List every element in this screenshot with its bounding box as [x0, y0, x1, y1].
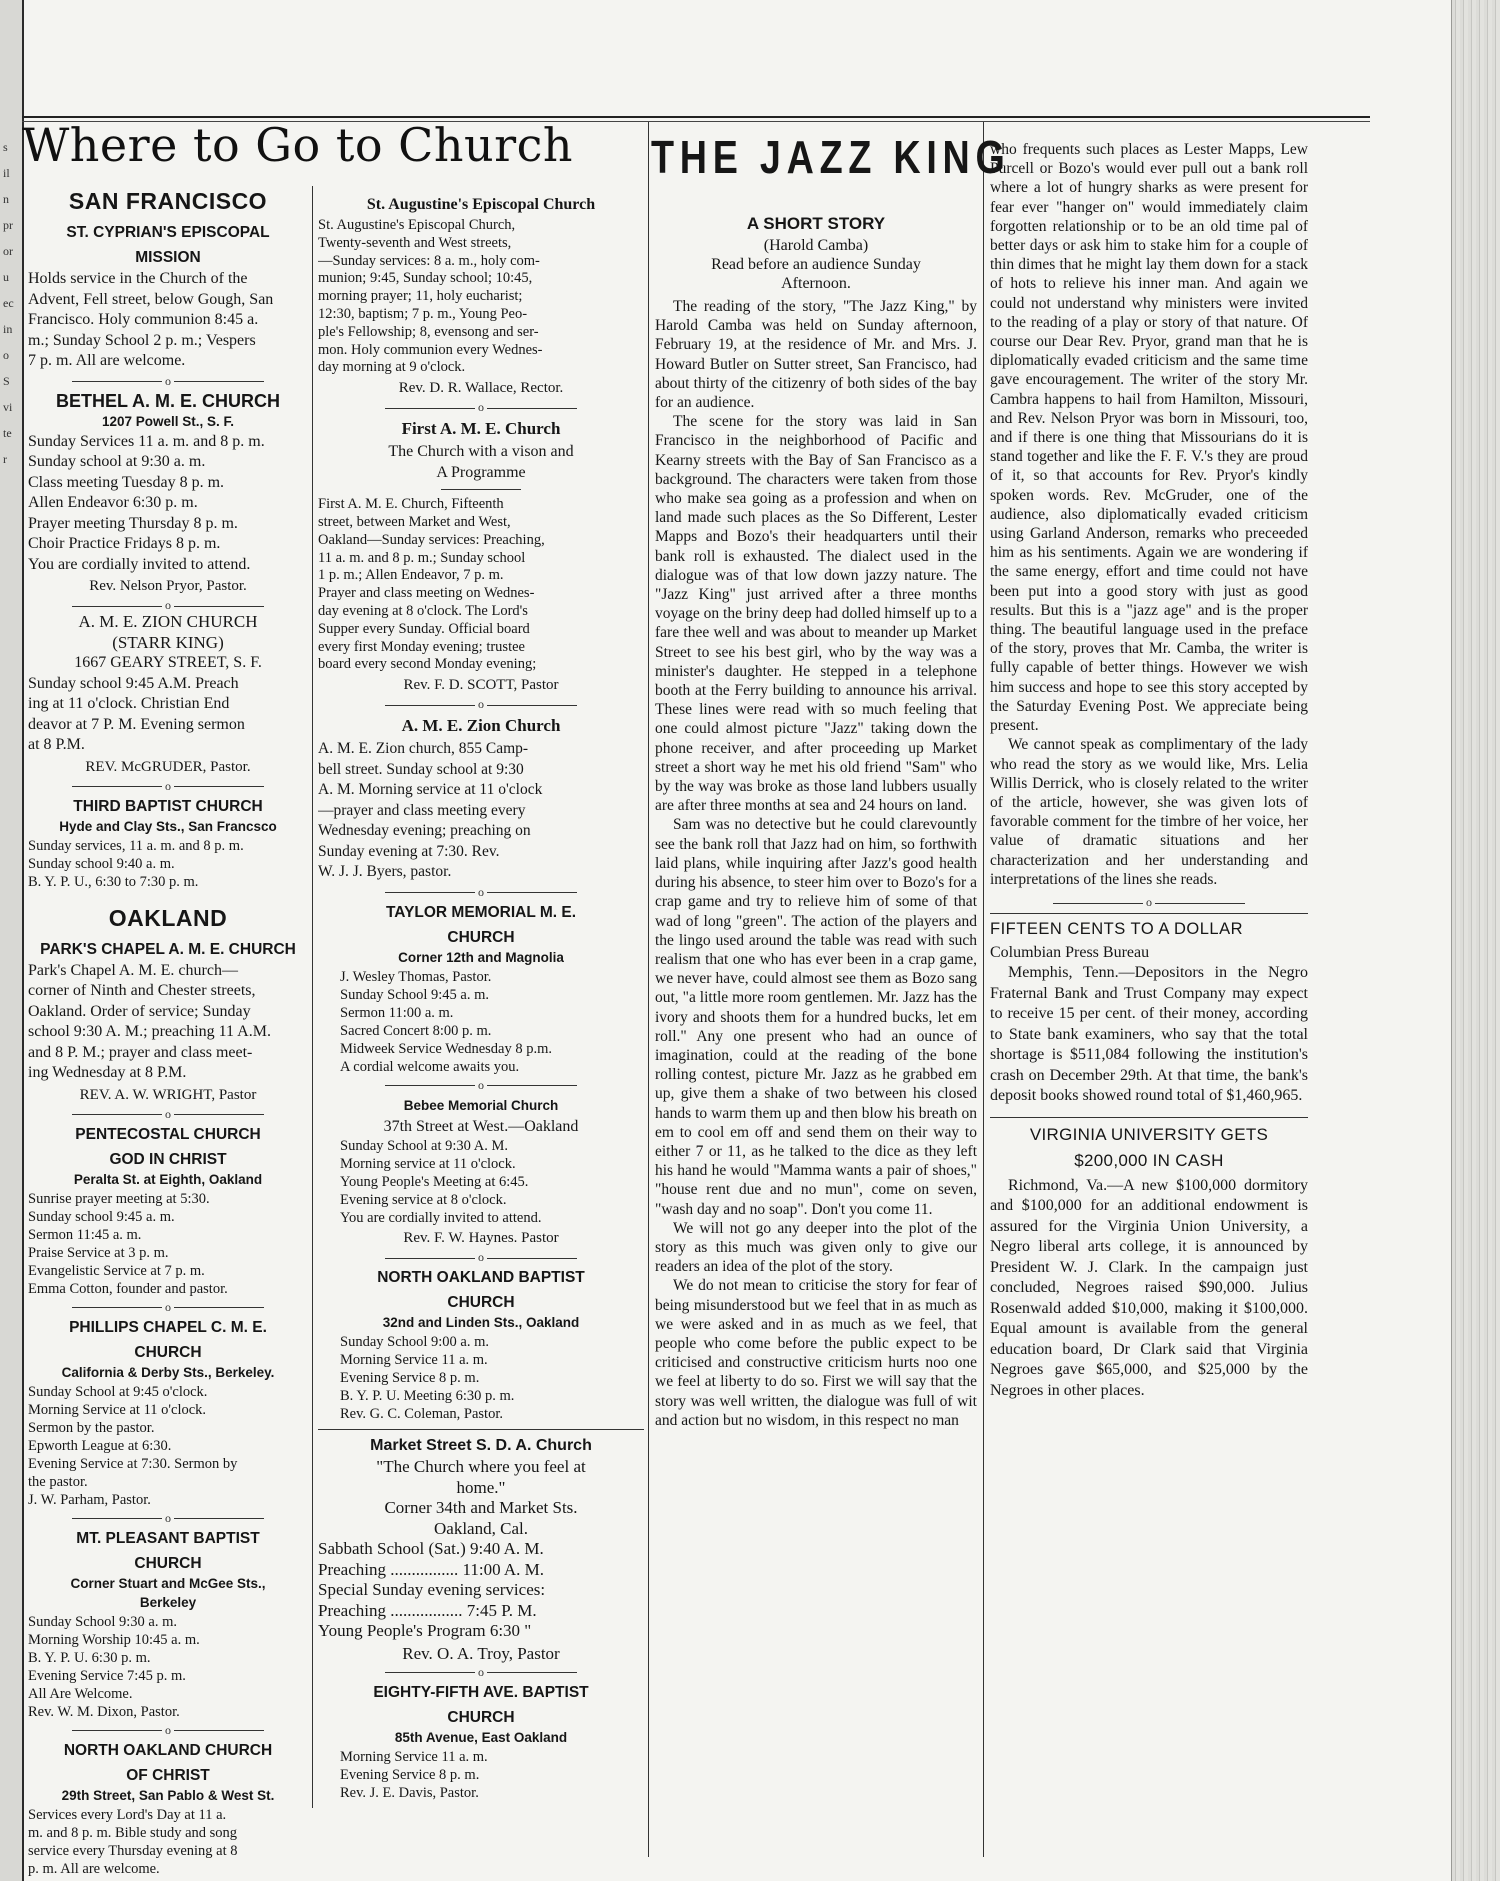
- church-name: PHILLIPS CHAPEL C. M. E.: [69, 1318, 267, 1336]
- listing-line: Morning service at 11 o'clock.: [340, 1156, 516, 1173]
- listing-line: the pastor.: [28, 1473, 88, 1490]
- listing-line: Choir Practice Fridays 8 p. m.: [28, 535, 221, 552]
- news-body: Richmond, Va.—A new $100,000 dormitory and $100,000 for an additional endowment is assured for the Virginia Union University, a Negro liberal arts college, it is announced by President W. J. Clark. In the campaign just concluded, Negroes raised $90,000. Julius Rosenwald added $10,000, making it $100,000. Equal amount is available from the general education board, Dr Clark said that Virginia Negroes gave $65,000, and $25,000 by the Negroes in other places.: [990, 1176, 1308, 1399]
- listing-line: Morning Service 11 a. m.: [340, 1352, 488, 1369]
- news-body: Memphis, Tenn.—Depositors in the Negro Fraternal Bank and Trust Company may expect to receive 15 per cent. of their money, according to State bank examiners, who say that the total shortage is $511,084 following the institution's crash on December 29th. At that time, the bank's deposit books showed round total of $1,460,965.: [990, 964, 1308, 1105]
- church-name: CHURCH: [134, 1343, 202, 1361]
- church-name: Bebee Memorial Church: [403, 1097, 559, 1113]
- column-rule-3: [983, 122, 984, 1857]
- church-name: THIRD BAPTIST CHURCH: [73, 797, 263, 815]
- listing-line: W. J. J. Byers, pastor.: [318, 863, 452, 881]
- listing-line: Services every Lord's Day at 11 a.: [28, 1806, 227, 1823]
- church-name: MISSION: [135, 249, 201, 266]
- listing-line: day evening at 8 o'clock. The Lord's: [318, 602, 528, 619]
- pastor-line: Rev. O. A. Troy, Pastor: [402, 1643, 560, 1663]
- story-paragraph: We will not go any deeper into the plot of the story as this much was given only to give our readers an idea of the plot of the story.: [655, 1219, 977, 1276]
- news-item-virginia: [990, 1124, 1308, 1402]
- listing-line: Sunrise prayer meeting at 5:30.: [28, 1190, 210, 1207]
- listing-line: Evangelistic Service at 7 p. m.: [28, 1262, 205, 1279]
- listing-line: m.; Sunday School 2 p. m.; Vespers: [28, 331, 256, 349]
- listing-line: board every second Monday evening;: [318, 656, 537, 673]
- section-rule: [990, 913, 1308, 914]
- column-rule-1: [312, 186, 313, 1808]
- margin-fragment: in: [3, 322, 13, 336]
- church-name: MT. PLEASANT BAPTIST: [76, 1529, 260, 1547]
- story-byline: (Harold Camba): [763, 237, 869, 254]
- listing-line: Midweek Service Wednesday 8 p.m.: [340, 1040, 552, 1057]
- listing-line: —Sunday services: 8 a. m., holy com-: [318, 252, 540, 269]
- listing-line: Young People's Program 6:30 ": [318, 1621, 532, 1641]
- column-rule-2: [648, 122, 649, 1857]
- church-third-baptist: [28, 797, 308, 891]
- listing-line: ing at 11 o'clock. Christian End: [28, 695, 230, 712]
- listing-line: Park's Chapel A. M. E. church—: [28, 961, 238, 979]
- church-st-augustine: [318, 196, 644, 398]
- short-rule: [441, 489, 521, 490]
- church-address: Berkeley: [139, 1594, 197, 1610]
- separator: o: [28, 1513, 308, 1523]
- church-address: 85th Avenue, East Oakland: [394, 1729, 568, 1745]
- story-paragraph: We cannot speak as complimentary of the lady who read the story as we would like, Mrs. Lelia Willis Derrick, who is closely related to the writer of the article, however, she was given lots of favorable comment for the timbre of her voice, her value of dramatic situations and her characterization and her understanding and interpretations of the lines she reads.: [990, 736, 1308, 888]
- separator: o: [318, 1252, 644, 1262]
- story-paragraph: who frequents such places as Lester Mapps, Lew Purcell or Bozo's would ever pull out a bank roll where a lot of hungry sharks as were present for fear ever "hanger on" would immediately claim forgotten relationship or to be an old time pal of better days or ask him to stake him for a couple of thin dimes that he might lay them down for a stack of hots to relieve his inner man. And again we could not understand why ministers were invited to the reading of a play or story of that nature. Of course our Dear Rev. Pryor, grand man that he is diplomatically evaded criticism and the same time gave encouragement. The writer of the story Mr. Cambra happens to hail from Hamilton, Missouri, and Rev. Nelson Pryor was born in Missouri, too, and if there is one thing that Missourians do it is stand together and like the F. F. V.'s they are proud of it, so that accounts for Rev. Pryor's kindly spoken words. Rev. McGruder, one of the audience, also diplomatically evaded criticism using Garland Anderson, remarks who preceeded him as his sentiments. Again we are wondering if the same energy, effort and time could not have been put into a good story with just as good results. But this is a "jazz age" and is the proper thing. The beautiful language used in the preface of the story, proves that Mr. Camba, the writer is fully capable of better things. However we wish him success and hope to see this story accepted by the Saturday Evening Post. We appreciate being present.: [990, 141, 1308, 735]
- separator: o: [318, 1667, 644, 1677]
- church-north-oakland-baptist: [318, 1268, 644, 1423]
- listing-line: B. Y. P. U. 6:30 p. m.: [28, 1649, 151, 1666]
- listing-line: Rev. G. C. Coleman, Pastor.: [340, 1406, 503, 1423]
- listing-line: Allen Endeavor 6:30 p. m.: [28, 494, 198, 511]
- church-name: ST. CYPRIAN'S EPISCOPAL: [66, 224, 270, 241]
- church-name: A. M. E. Zion Church: [401, 716, 561, 736]
- separator: o: [28, 1109, 308, 1119]
- listing-line: Sunday Services 11 a. m. and 8 p. m.: [28, 432, 265, 450]
- separator: o: [28, 1302, 308, 1312]
- listing-line: Wednesday evening; preaching on: [318, 822, 531, 840]
- church-name: TAYLOR MEMORIAL M. E.: [385, 903, 577, 921]
- listing-line: p. m. All are welcome.: [28, 1860, 160, 1877]
- church-address: Corner 12th and Magnolia: [398, 949, 564, 965]
- listing-line: bell street. Sunday school at 9:30: [318, 760, 524, 778]
- listing-line: Oakland. Order of service; Sunday: [28, 1002, 251, 1020]
- listing-line: ing Wednesday at 8 P.M.: [28, 1064, 187, 1081]
- separator: o: [318, 1080, 644, 1090]
- listing-line: munion; 9:45, Sunday school; 10:45,: [318, 270, 533, 287]
- listing-line: Oakland—Sunday services: Preaching,: [318, 531, 545, 548]
- church-pentecostal: [28, 1125, 308, 1298]
- column-story-continued-and-news: [990, 140, 1308, 1745]
- listing-line: Young People's Meeting at 6:45.: [340, 1174, 529, 1191]
- listing-line: Evening Service 7:45 p. m.: [28, 1667, 186, 1684]
- listing-line: 12:30, baptism; 7 p. m., Young Peo-: [318, 305, 528, 322]
- news-headline: $200,000 IN CASH: [1074, 1150, 1224, 1170]
- church-address: 32nd and Linden Sts., Oakland: [382, 1315, 580, 1331]
- listing-line: 11 a. m. and 8 p. m.; Sunday school: [318, 549, 526, 566]
- church-name: BETHEL A. M. E. CHURCH: [55, 390, 280, 411]
- listing-line: Sermon by the pastor.: [28, 1419, 155, 1436]
- listing-line: Preaching ................ 11:00 A. M.: [318, 1559, 545, 1579]
- margin-fragment: il: [3, 166, 10, 180]
- separator: o: [990, 897, 1308, 907]
- news-source: Columbian Press Bureau: [990, 943, 1150, 961]
- pastor-line: Rev. D. R. Wallace, Rector.: [398, 380, 564, 397]
- listing-line: and 8 P. M.; prayer and class meet-: [28, 1043, 253, 1061]
- listing-line: Sunday services, 11 a. m. and 8 p. m.: [28, 837, 244, 854]
- listing-line: B. Y. P. U., 6:30 to 7:30 p. m.: [28, 873, 199, 890]
- church-bebee-memorial: [318, 1096, 644, 1249]
- church-mt-pleasant: [28, 1529, 308, 1721]
- listing-line: Sunday school 9:40 a. m.: [28, 855, 175, 872]
- story-paragraph: The scene for the story was laid in San Francisco in the neighborhood of Pacific and Kearny streets with the Bay of San Francisco as a background. The characters were taken from those who make sea going as a profession and when on land made such places as the So Different, Lester Mapps and Bozo's their headquarters until their bank roll is exhausted. The dialect used in the dialogue was of that low down jazzy nature. The "Jazz King" just arrived after a three months voyage on the briny deep had dolled himself up to a fare thee well and was about to meander up Market Street to see his best girl, who by the way was a minister's daughter. He stepped in a telephone booth at the Ferry building to announce his arrival. These lines were read with so much feeling that one could almost picture "Jazz" taking down the phone receiver, and after proceeding up Market street a short way he met his old friend "Sam" who by the way was broke as those land lubbers usually are after three months at sea and 24 hours on land.: [655, 413, 977, 815]
- church-name: CHURCH: [447, 1708, 515, 1726]
- church-first-ame: [318, 419, 644, 695]
- margin-fragment: vi: [3, 400, 13, 414]
- listing-line: Sunday school 9:45 A.M. Preach: [28, 674, 239, 692]
- church-parks-chapel: [28, 940, 308, 1105]
- separator: o: [318, 699, 644, 709]
- masthead-title: Where to Go to Church: [22, 118, 573, 172]
- church-name: CHURCH: [447, 928, 515, 946]
- listing-line: Evening Service at 7:30. Sermon by: [28, 1455, 238, 1472]
- church-motto: home.": [456, 1477, 506, 1497]
- listing-line: Praise Service at 3 p. m.: [28, 1244, 169, 1261]
- church-name: First A. M. E. Church: [401, 419, 561, 439]
- listing-line: Holds service in the Church of the: [28, 270, 248, 287]
- listing-line: Prayer meeting Thursday 8 p. m.: [28, 514, 238, 532]
- listing-line: Sunday evening at 7:30. Rev.: [318, 842, 500, 860]
- church-name: A. M. E. ZION CHURCH: [78, 612, 258, 631]
- column-story: [655, 188, 977, 1748]
- church-motto: "The Church where you feel at: [376, 1457, 586, 1477]
- listing-line: A cordial welcome awaits you.: [340, 1058, 520, 1075]
- church-name: PARK'S CHAPEL A. M. E. CHURCH: [40, 940, 296, 958]
- listing-line: Sermon 11:00 a. m.: [340, 1004, 454, 1021]
- listing-line: —prayer and class meeting every: [318, 801, 526, 819]
- listing-line: morning prayer; 11, holy eucharist;: [318, 288, 523, 305]
- listing-line: corner of Ninth and Chester streets,: [28, 982, 256, 999]
- section-rule: [990, 1117, 1308, 1118]
- listing-line: First A. M. E. Church, Fifteenth: [318, 496, 504, 513]
- church-eighty-fifth: [318, 1683, 644, 1802]
- column-directory-right: [318, 196, 644, 1802]
- church-name: St. Augustine's Episcopal Church: [366, 196, 596, 213]
- listing-line: A. M. E. Zion church, 855 Camp-: [318, 740, 529, 758]
- listing-line: Prayer and class meeting on Wednes-: [318, 585, 535, 602]
- listing-line: A. M. Morning service at 11 o'clock: [318, 781, 543, 799]
- listing-line: at 8 P.M.: [28, 736, 85, 753]
- church-ame-zion: [318, 716, 644, 883]
- listing-line: 1 p. m.; Allen Endeavor, 7 p. m.: [318, 567, 504, 584]
- listing-line: Sacred Concert 8:00 p. m.: [340, 1022, 492, 1039]
- listing-line: Francisco. Holy communion 8:45 a.: [28, 311, 259, 328]
- story-subhead: Read before an audience Sunday: [711, 256, 921, 273]
- pastor-line: Rev. F. D. SCOTT, Pastor: [403, 677, 559, 694]
- listing-line: Rev. W. M. Dixon, Pastor.: [28, 1703, 180, 1720]
- listing-line: ple's Fellowship; 8, evensong and ser-: [318, 323, 539, 340]
- region-heading-san-francisco: SAN FRANCISCO: [68, 188, 268, 214]
- listing-line: Rev. J. E. Davis, Pastor.: [340, 1784, 479, 1801]
- separator: o: [28, 1725, 308, 1735]
- listing-line: You are cordially invited to attend.: [28, 555, 251, 573]
- listing-line: Sunday School at 9:30 A. M.: [340, 1138, 508, 1155]
- church-address: 1207 Powell St., S. F.: [101, 413, 235, 429]
- margin-fragment: r: [3, 452, 7, 466]
- listing-line: m. and 8 p. m. Bible study and song: [28, 1824, 238, 1841]
- region-heading-oakland: OAKLAND: [108, 904, 228, 931]
- listing-line: Emma Cotton, founder and pastor.: [28, 1280, 228, 1297]
- listing-line: Morning Service at 11 o'clock.: [28, 1401, 207, 1418]
- church-address: California & Derby Sts., Berkeley.: [61, 1364, 275, 1380]
- column-directory-left: [28, 178, 308, 1878]
- separator: o: [318, 887, 644, 897]
- church-address: Oakland, Cal.: [434, 1518, 528, 1538]
- listing-line: Sabbath School (Sat.) 9:40 A. M.: [318, 1539, 544, 1559]
- listing-line: every first Monday evening; trustee: [318, 638, 525, 655]
- listing-line: Sunday School 9:45 a. m.: [340, 986, 490, 1003]
- stacked-page-edges: [1451, 0, 1500, 1881]
- listing-line: St. Augustine's Episcopal Church,: [318, 217, 516, 233]
- listing-line: deavor at 7 P. M. Evening sermon: [28, 715, 245, 733]
- margin-fragment: n: [3, 192, 9, 206]
- margin-fragment: or: [3, 244, 13, 258]
- listing-line: Sunday school at 9:30 a. m.: [28, 453, 206, 470]
- story-paragraph: Sam was no detective but he could clarevountly see the bank roll that Jazz had on him, so forthwith laid plans, while inquiring after Jazz's good health during his absence, to steer him over to Bozo's for a crap game and try to relieve him of some of that wad of long "green". The action of the players and the lingo used around the table was read with such realism that one who has ever been in a crap game, we never have, could almost see them as Bozo sang out, "a little more room gentlemen. Mr. Jazz has the ivory and shoots them for a hundred bucks, let em roll." Any one present who had an ounce of imagination, could at the reading of the bone rolling contest, picture Mr. Jazz as he grabbed em up, give them a shake of two between his closed hands to warm them up and then blow his breath on em to cool em off and send them on their way to either 7 or 11, as he talked to the dice as they left his hand he would "Mamma wants a pair of shoes," "house rent due and no mun", come on seven, "wash day and no soap". Don't you come 11.: [655, 816, 977, 1218]
- church-name: GOD IN CHRIST: [109, 1150, 227, 1168]
- listing-line: Morning Service 11 a. m.: [340, 1748, 488, 1765]
- church-name: CHURCH: [134, 1554, 202, 1572]
- margin-fragment: s: [3, 140, 8, 154]
- church-name: EIGHTY-FIFTH AVE. BAPTIST: [373, 1683, 589, 1701]
- news-headline: FIFTEEN CENTS TO A DOLLAR: [990, 919, 1244, 938]
- story-kicker: A SHORT STORY: [746, 214, 886, 233]
- listing-line: 7 p. m. All are welcome.: [28, 352, 186, 369]
- listing-line: Sunday School at 9:45 o'clock.: [28, 1383, 208, 1400]
- margin-fragment: S: [3, 374, 10, 388]
- church-name: PENTECOSTAL CHURCH: [75, 1125, 261, 1143]
- listing-line: Evening Service 8 p. m.: [340, 1370, 480, 1387]
- church-address: 29th Street, San Pablo & West St.: [61, 1787, 275, 1803]
- separator: o: [28, 600, 308, 610]
- listing-line: Preaching ................. 7:45 P. M.: [318, 1600, 537, 1620]
- church-taylor-memorial: [318, 903, 644, 1076]
- listing-line: Epworth League at 6:30.: [28, 1437, 172, 1454]
- listing-line: Evening service at 8 o'clock.: [340, 1192, 507, 1209]
- church-name: NORTH OAKLAND BAPTIST: [377, 1269, 585, 1287]
- pastor-line: Rev. Nelson Pryor, Pastor.: [89, 578, 247, 594]
- listing-line: Sermon 11:45 a. m.: [28, 1226, 142, 1243]
- adjacent-page-edge: [0, 0, 24, 1881]
- listing-line: Morning Worship 10:45 a. m.: [28, 1631, 200, 1648]
- listing-line: Evening Service 8 p. m.: [340, 1766, 480, 1783]
- news-headline: VIRGINIA UNIVERSITY GETS: [1029, 1124, 1269, 1144]
- listing-line: B. Y. P. U. Meeting 6:30 p. m.: [340, 1388, 515, 1405]
- church-name: OF CHRIST: [126, 1766, 210, 1784]
- listing-line: service every Thursday evening at 8: [28, 1842, 238, 1859]
- church-address: 37th Street at West.—Oakland: [383, 1117, 579, 1135]
- church-phillips-chapel: [28, 1318, 308, 1509]
- church-zion-starr-king: [28, 612, 308, 777]
- listing-line: mon. Holy communion every Wednes-: [318, 341, 543, 358]
- church-address: Corner 34th and Market Sts.: [384, 1498, 578, 1518]
- listing-line: J. W. Parham, Pastor.: [28, 1491, 151, 1508]
- pastor-line: Rev. F. W. Haynes. Pastor: [403, 1230, 559, 1247]
- listing-line: day morning at 9 o'clock.: [318, 359, 466, 376]
- listing-line: Supper every Sunday. Official board: [318, 620, 530, 637]
- church-address: Peralta St. at Eighth, Oakland: [73, 1171, 263, 1187]
- story-banner-headline: THE JAZZ KING: [651, 131, 1011, 183]
- listing-line: You are cordially invited to attend.: [340, 1210, 542, 1227]
- separator: o: [28, 376, 308, 386]
- church-address: 1667 GEARY STREET, S. F.: [74, 654, 262, 671]
- church-market-sda: [318, 1436, 644, 1663]
- listing-line: All Are Welcome.: [28, 1685, 133, 1702]
- church-name: Market Street S. D. A. Church: [370, 1437, 592, 1455]
- listing-line: J. Wesley Thomas, Pastor.: [340, 968, 492, 985]
- story-paragraph: The reading of the story, "The Jazz King," by Harold Camba was held on Sunday afternoon, February 19, at the residence of Mr. and Mrs. J. Howard Butler on Sutter street, San Francisco, had about thirty of the citizenry of both sides of the bay for an audience.: [655, 298, 977, 412]
- church-name: CHURCH: [447, 1294, 515, 1312]
- margin-fragment: te: [3, 426, 12, 440]
- listing-line: Special Sunday evening services:: [318, 1580, 546, 1600]
- church-motto: A Programme: [436, 463, 526, 481]
- margin-fragment: ec: [3, 296, 14, 310]
- separator: o: [28, 781, 308, 791]
- church-address: Hyde and Clay Sts., San Francsco: [59, 818, 277, 834]
- listing-line: Class meeting Tuesday 8 p. m.: [28, 473, 225, 491]
- story-paragraph: We do not mean to criticise the story for fear of being misunderstood but we feel that in as much as we were asked and in as much as we feel, that people who come before the public expect to be criticised and constructive criticism hurts noo one we feel at liberty to do so. First we will say that the story was well written, the dialogue was full of wit and action but no wisdom, in this respect no man: [655, 1277, 977, 1429]
- listing-line: street, between Market and West,: [318, 513, 511, 530]
- church-name: NORTH OAKLAND CHURCH: [63, 1741, 273, 1759]
- listing-line: Advent, Fell street, below Gough, San: [28, 290, 274, 308]
- separator: o: [318, 402, 644, 412]
- pastor-line: REV. A. W. WRIGHT, Pastor: [79, 1086, 257, 1103]
- news-item-bank: [990, 920, 1308, 1107]
- listing-line: Sunday School 9:00 a. m.: [340, 1334, 490, 1351]
- listing-line: Sunday School 9:30 a. m.: [28, 1613, 178, 1630]
- pastor-line: REV. McGRUDER, Pastor.: [85, 758, 251, 775]
- church-motto: The Church with a vison and: [388, 443, 574, 461]
- church-address: Corner Stuart and McGee Sts.,: [70, 1575, 266, 1591]
- church-name: (STARR KING): [112, 632, 224, 652]
- listing-line: school 9:30 A. M.; preaching 11 A.M.: [28, 1023, 271, 1040]
- section-rule: [318, 1429, 644, 1430]
- listing-line: Sunday school 9:45 a. m.: [28, 1208, 175, 1225]
- listing-line: Twenty-seventh and West streets,: [318, 234, 512, 251]
- church-north-oakland-christ: [28, 1741, 308, 1878]
- margin-fragment: o: [3, 348, 9, 362]
- church-bethel: [28, 392, 308, 597]
- margin-fragment: pr: [3, 218, 13, 232]
- margin-fragment: u: [3, 270, 9, 284]
- story-subhead: Afternoon.: [781, 275, 851, 292]
- church-st-cyprian: [28, 223, 308, 372]
